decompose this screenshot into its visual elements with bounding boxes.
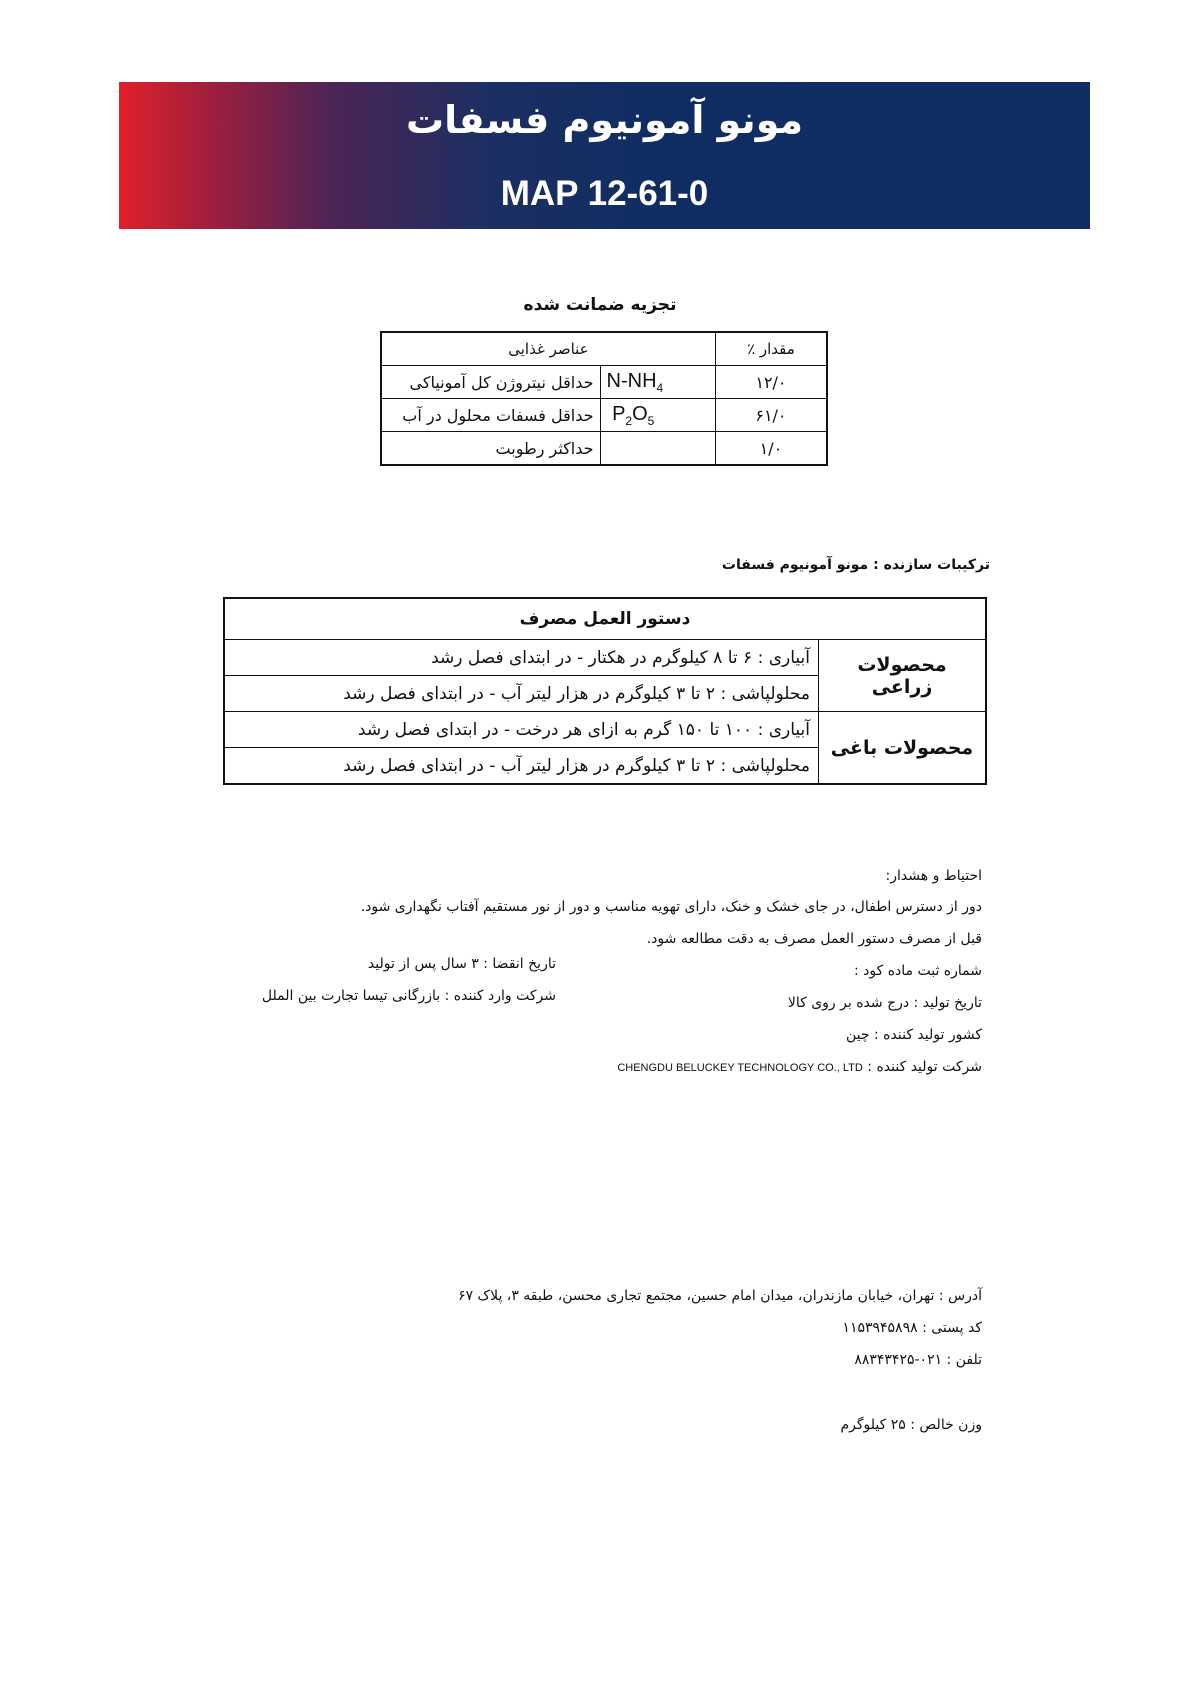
table-row: [381, 432, 827, 466]
usage-line: آبیاری : ۱۰۰ تا ۱۵۰ گرم به ازای هر درخت - در ابتدای فصل رشد: [224, 712, 819, 748]
formula-subscript: 5: [647, 413, 655, 428]
nutrient-name: حداقل نیتروژن کل آمونیاکی: [381, 366, 600, 399]
usage-line: محلولپاشی : ۲ تا ۳ کیلوگرم در هزار لیتر آب - در ابتدای فصل رشد: [224, 676, 819, 712]
importer: شرکت وارد کننده : بازرگانی تیسا تجارت بین الملل: [261, 988, 556, 1004]
usage-instructions-table: [223, 597, 987, 785]
country-of-origin: کشور تولید کننده : چین: [846, 1027, 982, 1043]
phone: تلفن : ۰۲۱-۸۸۳۴۳۴۲۵: [854, 1352, 982, 1368]
table-row: [381, 366, 827, 399]
table-row: [224, 712, 986, 748]
usage-line: محلولپاشی : ۲ تا ۳ کیلوگرم در هزار لیتر آب - در ابتدای فصل رشد: [224, 748, 819, 785]
usage-category: محصولات زراعی: [819, 640, 987, 712]
formula-text: N-NH: [606, 369, 657, 392]
guaranteed-analysis-title: تجزیه ضمانت شده: [523, 295, 677, 315]
guaranteed-analysis-table: [380, 331, 828, 466]
product-title-en: MAP 12-61-0: [500, 174, 709, 213]
table-row: [224, 640, 986, 676]
production-date: تاریخ تولید : درج شده بر روی کالا: [787, 995, 982, 1011]
table-row: [381, 399, 827, 432]
usage-category: محصولات باغی: [819, 712, 987, 785]
formula-text: O: [632, 402, 648, 425]
nutrient-name: حداقل فسفات محلول در آب: [381, 399, 600, 432]
nutrient-value: ۶۱/۰: [715, 399, 827, 432]
expiry-date: تاریخ انقضا : ۳ سال پس از تولید: [367, 956, 556, 972]
nutrient-formula: [600, 366, 715, 399]
registration-number: شماره ثبت ماده کود :: [853, 963, 982, 979]
product-title-fa: مونو آمونیوم فسفات: [405, 98, 804, 142]
net-weight: وزن خالص : ۲۵ کیلوگرم: [840, 1417, 982, 1433]
manufacturer: [617, 1059, 982, 1075]
warnings-title: احتیاط و هشدار:: [885, 868, 982, 884]
table-header-row: [381, 332, 827, 366]
usage-title-row: [224, 598, 986, 640]
manufacturer-name: CHENGDU BELUCKEY TECHNOLOGY CO., LTD: [617, 1062, 863, 1074]
composition-line: ترکیبات سازنده : مونو آمونیوم فسفات: [721, 557, 990, 573]
warning-line: قبل از مصرف دستور العمل مصرف به دقت مطالعه شود.: [646, 931, 982, 947]
nutrient-value: ۱۲/۰: [715, 366, 827, 399]
warning-line: دور از دسترس اطفال، در جای خشک و خنک، دارای تهویه مناسب و دور از نور مستقیم آفتاب نگهداری شود.: [360, 899, 982, 915]
manufacturer-label: شرکت تولید کننده :: [867, 1059, 982, 1075]
usage-line: آبیاری : ۶ تا ۸ کیلوگرم در هکتار - در ابتدای فصل رشد: [224, 640, 819, 676]
amount-header: مقدار ٪: [715, 332, 827, 366]
usage-title: دستور العمل مصرف: [224, 598, 986, 640]
nutrient-formula: [600, 432, 715, 466]
address: آدرس : تهران، خیابان مازندران، میدان امام حسین، مجتمع تجاری محسن، طبقه ۳، پلاک ۶۷: [458, 1288, 982, 1304]
nutrient-value: ۱/۰: [715, 432, 827, 466]
nutrient-formula: [600, 399, 715, 432]
header-banner: [119, 82, 1090, 229]
formula-subscript: 2: [625, 413, 633, 428]
formula-subscript: 4: [656, 380, 664, 395]
nutrients-header: عناصر غذایی: [381, 332, 715, 366]
nutrient-name: حداکثر رطوبت: [381, 432, 600, 466]
formula-text: P: [612, 402, 626, 425]
postal-code: کد پستی : ۱۱۵۳۹۴۵۸۹۸: [842, 1320, 982, 1336]
